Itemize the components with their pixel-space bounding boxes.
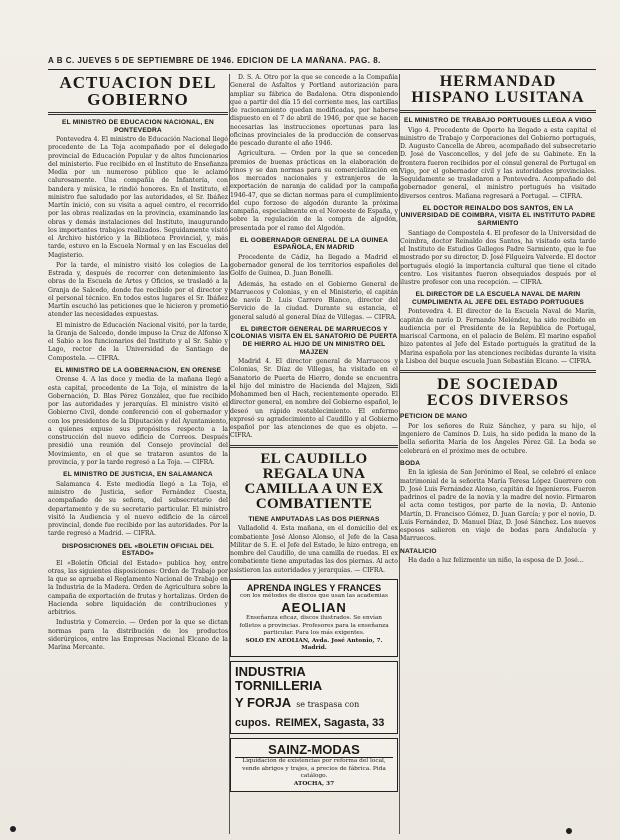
subheading-guinea-governor: EL GOBERNADOR GENERAL DE LA GUINEA ESPAÑOLA, EN MADRID [239,236,389,252]
ad-aeolian-brand: AEOLIAN [281,600,347,616]
article-paragraph: Agricultura. — Orden por la que se conceden premios de buenas prácticas en la elaboración de vinos y se dan normas para su comercialización en los mercados nacionales y extranjeros de la exportación de naranja de calidad por la campaña 1946-47, que se dictan normas para el cumplimiento del cupo forzoso de algodón durante la próxima campaña, especialmente en el Noroeste de España, y sobre la regulación de la compra de algodón, presentada por el ramo del Algodón. [230,150,398,232]
ad-aeolian-text: Enseñanza eficaz, discos ilustrados. Se envían folletos a provincias. Profesores para la enseñanza particular. Para los más exigentes. [239,615,389,637]
headline-hermandad: HERMANDAD HISPANO LUSITANA [411,74,585,106]
headline-sociedad: DE SOCIEDAD [437,376,559,394]
ad-tornilleria-traspasa: se traspasa con [296,700,360,710]
article-paragraph: Por la tarde, el ministro visitó los colegios de La Estrada y, después de recorrer con detenimiento las obras de la Escuela de Artes y Oficios, se trasladó a la Granja de Salcedo, donde fue recibido por el director y el personal técnico. En todos estos lugares el Sr. Ibáñez Martín escuchó las peticiones que le hicieron y prometió atender las necesidades expuestas. [48,261,228,319]
subheading-peticion: PETICION DE MANO [400,413,468,421]
ad-tornilleria-forja: Y FORJA [235,695,292,711]
ad-tornilleria-line1: INDUSTRIA TORNILLERIA [235,663,323,693]
subheading-escuela-naval: EL DIRECTOR DE LA ESCUELA NAVAL DE MARIN CUMPLIMENTA AL JEFE DEL ESTADO PORTUGUES [412,291,584,306]
article-paragraph: Por los señores de Ruiz Sánchez, y para su hijo, el ingeniero de Caminos D. Luis, ha sido pedida la mano de la bella señorita María de los Ángeles Pérez Gil. La boda se celebrará en el próximo mes de octubre. [400,422,596,455]
divider [400,110,596,113]
subheading-marruecos-director: EL DIRECTOR GENERAL DE MARRUECOS Y COLONIAS VISITA EN EL SANATORIO DE PUERTA DE HIERRO AL HIJO DE UN MINISTRO DEL MAJZEN [230,325,398,356]
subheading-boda: BODA [400,459,421,467]
article-paragraph: Ha dado a luz felizmente un niño, la esposa de D. José... [408,557,584,565]
binding-hole-icon [566,828,572,834]
article-paragraph: Procedente de Cádiz, ha llegado a Madrid el gobernador general de los territorios españoles del Golfo de Guinea, D. Juan Bonelli. [230,253,398,278]
ad-tornilleria-reimex: REIMEX, Sagasta, 33 [275,717,385,730]
subheading-reinaldo-santos: EL DOCTOR REINALDO DOS SANTOS, EN LA UNIVERSIDAD DE COIMBRA, VISITA EL INSTITUTO PADRE SARMIENTO [400,204,596,227]
subheading-education-minister: EL MINISTRO DE EDUCACION NACIONAL, EN PONTEVEDRA [62,119,214,134]
subheading-boletin: DISPOSICIONES DEL «BOLETIN OFICIAL DEL ESTADO» [61,542,215,558]
divider [230,445,398,448]
ad-tornilleria-line3 [235,711,393,730]
column-1 [48,74,228,834]
divider [48,112,228,115]
ad-tornilleria-cupos: cupos. [235,717,271,730]
ad-aeolian [230,579,398,657]
ad-aeolian-tagline: con los métodos de discos que usan las academias [240,592,388,599]
divider [400,370,596,373]
binding-hole-icon [10,826,16,832]
column-2 [230,74,398,834]
article-paragraph: Salamanca 4. Este mediodía llegó a La Toja, el ministro de Justicia, señor Fernández Cuesta, acompañado de su señora, del subsecretario del departamento y de su secretario particular. El ministro visitó la Audiencia y el nuevo edificio de la cárcel provincial, donde fue recibido por las autoridades. Por la tarde regresó a Madrid. — CIFRA. [48,480,228,538]
ad-sainz-title: SAINZ-MODAS [235,742,393,758]
article-paragraph: Santiago de Compostela 4. El profesor de la Universidad de Coimbra, doctor Reinaldo dos Santos, ha visitado esta tarde el Instituto de Estudios Gallegos Padre Sarmiento, que le fue mostrado por su director, D. José Filgueira Valverde. El doctor portugués elogió la importancia cultural que tiene el citado centro. Los visitantes fueron obsequiados después por el ilustre profesor con una recepción. — CIFRA. [400,229,596,287]
article-paragraph: Orense 4. A las doce y media de la mañana llegó a esta capital, procedente de La Toja, el ministro de la Gobernación, D. Blas Pérez González, que fue recibido por las autoridades y jerarquías. El ministro visitó el Gobierno Civil, donde conferenció con el gobernador y con los presidentes de la Diputación y del Ayuntamiento, a quienes expuso sus propósitos respecto a la construcción del nuevo edificio de Correos. Después presidió una reunión del Consejo provincial del Movimiento, en el que se trataron asuntos de la provincia, y por la tarde regresó a La Toja. — CIFRA. [48,376,228,466]
article-paragraph: El «Boletín Oficial del Estado» publica hoy, entre otras, las siguientes disposiciones: Orden de Trabajo por la que se aprueba el Reglamento Nacional de Trabajo en la Industria de la Madera. Orden de Agricultura sobre la campaña de exportación de frutas y hortalizas. Orden de Hacienda sobre liquidación de contribuciones y arbitrios. [48,559,228,617]
subheading-justicia-minister: EL MINISTRO DE JUSTICIA, EN SALAMANCA [63,471,213,479]
column-3 [400,74,596,834]
article-paragraph: Pontevedra 4. El director de la Escuela Naval de Marín, capitán de navío D. Fernando Meléndez, ha sido recibido en audiencia por el Presidente de la República de Portugal, mariscal Carmona, en el palacio de Belém. El marino español hizo patentes al Jefe del Estado portugués la gratitud de la Marina española por las atenciones recibidas durante la visita a Lisboa del buque escuela Juan Sebastián Elcano. — CIFRA. [400,308,596,365]
article-paragraph: Pontevedra 4. El ministro de Educación Nacional llegó procedente de La Toja acompañado por el delegado provincial de Educación Popular y de altos funcionarios del ministerio. Fue recibido en el Instituto de Enseñanza Media por un numeroso público que le aclamó calurosamente. Una compañía de Infantería, con bandera y música, le rindió honores. En el Instituto, el ministro fue saludado por las autoridades, el Sr. Ibáñez Martín inició, con su visita a aquel centro, el recorrido por las obras realizadas en la provincia, examinando las obras y demás instalaciones del Instituto, inaugurando los importantes trabajos realizados. Seguidamente visitó el Archivo histórico y la Biblioteca Provincial, y, más tarde, estuvo en la Escuela Normal y en las Escuelas del Magisterio. [48,136,228,259]
headline-actuacion: ACTUACION DEL GOBIERNO [59,74,217,109]
ad-sainz-address: ATOCHA, 37 [293,780,335,787]
article-paragraph: Madrid 4. El director general de Marruecos y Colonias, Sr. Díaz de Villegas, ha visitado en el Sanatorio de Puerta de Hierro, donde se encuentra el hijo del ministro de Hacienda del Majzen, Sidi Mohammed ben el Hach, recientemente operado. El director general, en nombre del Gobierno español, le deseó un rápido restablecimiento. El enfermo expresó su agradecimiento al Caudillo y al Gobierno español por las atenciones de que es objeto. — CIFRA. [230,358,398,440]
ad-tornilleria-line2 [235,692,393,711]
ad-tornilleria [230,661,398,734]
ad-aeolian-title: APRENDA INGLES Y FRANCES [246,582,382,593]
article-paragraph: Valladolid 4. Esta mañana, en el domicilio del ex combatiente José Alonso Alonso, el Jefe de la Casa Militar de S. E. el Jefe del Estado, le hizo entrega, en nombre del Caudillo, de una camilla de ruedas. El ex combatiente tiene amputadas las dos piernas. Al acto asistieron las autoridades y jerarquías. — CIFRA. [230,525,398,574]
article-paragraph: D. S. A. Otro por la que se concede a la Compañía General de Asfaltos y Portland autorización para ampliar su fábrica de Badalona. Otra disponiendo que a partir del día 15 del corriente mes, las cartillas de racionamiento quedan modificadas, por haberse dispuesto en el 7 de abril de 1946, por que se hacen necesarias las instrucciones oportunas para las oficinas provinciales de la producción de conservas de pescado durante el año 1946. [230,74,398,147]
subheading-gobernacion-minister: EL MINISTRO DE LA GOBERNACION, EN ORENSE [54,366,222,374]
ad-aeolian-address: SOLO EN AEOLIAN, Avda. José Antonio, 7. Madrid. [245,637,383,652]
subheading-amputadas: TIENE AMPUTADAS LAS DOS PIERNAS [248,515,380,523]
ad-sainz-modas [230,738,398,792]
article-paragraph: Además, ha estado en el Gobierno General de Marruecos y Colonias, y en el Ministerio, el capitán de navío D. Luis Carrero Blanco, director del Servicio de la ciudad. Durante su estancia, el general saludó al general Díaz de Villegas. — CIFRA. [230,280,398,321]
headline-ecos: ECOS DIVERSOS [426,392,570,410]
page-folio: A B C. JUEVES 5 DE SEPTIEMBRE DE 1946. EDICION DE LA MAÑANA. PAG. 8. [48,56,596,70]
subheading-natalicio: NATALICIO [400,547,437,555]
article-paragraph: El ministro de Educación Nacional visitó, por la tarde, la Granja de Salcedo, donde impuso la Cruz de Alfonso X el Sabio a los funcionarios del Instituto y al Sr. Sabio y Lago, rector de la Universidad de Santiago de Compostela. — CIFRA. [48,321,228,362]
subheading-portuguese-minister: EL MINISTRO DE TRABAJO PORTUGUES LLEGA A VIGO [403,117,593,124]
headline-caudillo: EL CAUDILLO REGALA UNA CAMILLA A UN EX COMBATIENTE [244,450,384,512]
ad-sainz-text: Liquidación de existencias por reforma del local, vende abrigos y trajes, a precios de fábrica. Pida catálogo. [242,758,386,780]
article-paragraph: En la iglesia de San Jerónimo el Real, se celebró el enlace matrimonial de la señorita María Teresa López Guerrero con D. José Luis Fernández Alonso, capitán de Ingenieros. Fueron padrinos el padre de la novia y la madre del novio. Firmaron el acta como testigos, por parte de la novia, D. Antonio Martín, D. Francisco Gómez, D. Juan García; y por el novio, D. Luis Fernández, D. Manuel Díaz, D. José Sánchez. Los nuevos esposos salieron en viaje de bodas para Andalucía y Marruecos. [400,469,596,543]
article-paragraph: Vigo 4. Procedente de Oporto ha llegado a esta capital el ministro de Trabajo y Corporaciones del Gobierno portugués, D. Augusto Cancella de Abreu, acompañado del subsecretario D. José de Vasconcellos, y del jefe de su Gabinete. En la frontera fueron recibidos por el cónsul general de Portugal en Vigo, por el gobernador civil y las autoridades provinciales. Seguidamente se trasladaron a Pontevedra. Acompañado del gobernador general, el ministro portugués ha visitado diversos centros. Mañana regresará a Portugal. — CIFRA. [400,126,596,200]
article-paragraph: Industria y Comercio. — Orden por la que se dictan normas para la distribución de los productos siderúrgicos, entre las Empresas Nacional Elcano de la Marina Mercante. [48,619,228,652]
